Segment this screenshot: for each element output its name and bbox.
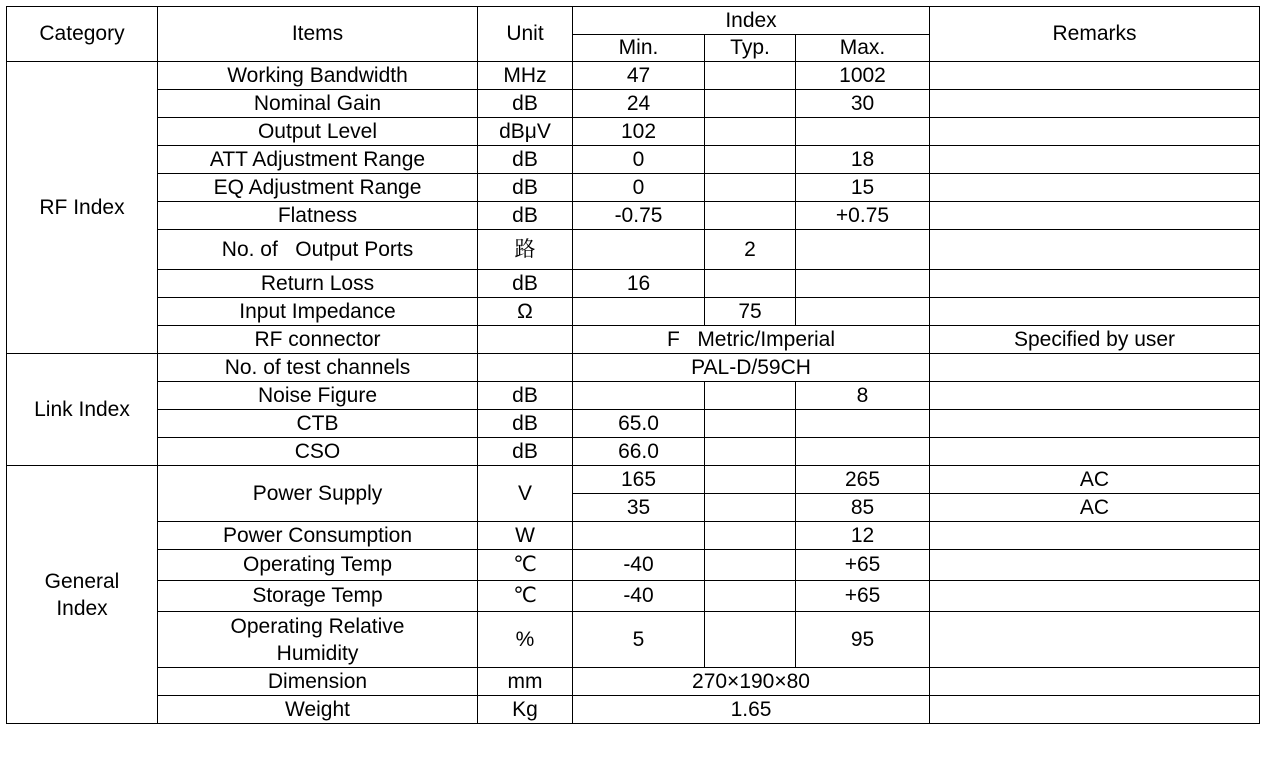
max-cell: 8 xyxy=(796,382,930,410)
item-cell: Input Impedance xyxy=(158,298,478,326)
remarks-cell xyxy=(930,354,1260,382)
min-cell: 5 xyxy=(573,612,705,668)
index-merged-cell: F Metric/Imperial xyxy=(573,326,930,354)
max-cell: 95 xyxy=(796,612,930,668)
category-general: General Index xyxy=(7,466,158,724)
remarks-cell xyxy=(930,146,1260,174)
table-row xyxy=(7,146,1260,174)
typ-cell xyxy=(705,550,796,581)
unit-cell: W xyxy=(478,522,573,550)
item-cell: ATT Adjustment Range xyxy=(158,146,478,174)
remarks-cell: Specified by user xyxy=(930,326,1260,354)
remarks-cell xyxy=(930,522,1260,550)
remarks-cell xyxy=(930,174,1260,202)
unit-cell: dB xyxy=(478,382,573,410)
remarks-cell xyxy=(930,270,1260,298)
header-items: Items xyxy=(158,7,478,62)
typ-cell xyxy=(705,612,796,668)
item-cell: Storage Temp xyxy=(158,581,478,612)
unit-cell: dB xyxy=(478,90,573,118)
table-row xyxy=(7,438,1260,466)
item-cell: Output Level xyxy=(158,118,478,146)
typ-cell xyxy=(705,494,796,522)
remarks-cell xyxy=(930,118,1260,146)
min-cell: 16 xyxy=(573,270,705,298)
remarks-cell xyxy=(930,230,1260,270)
remarks-cell xyxy=(930,90,1260,118)
table-row xyxy=(7,326,1260,354)
remarks-cell xyxy=(930,298,1260,326)
header-remarks: Remarks xyxy=(930,7,1260,62)
item-cell: EQ Adjustment Range xyxy=(158,174,478,202)
typ-cell xyxy=(705,438,796,466)
max-cell xyxy=(796,230,930,270)
unit-cell: % xyxy=(478,612,573,668)
remarks-cell xyxy=(930,696,1260,724)
typ-cell: 75 xyxy=(705,298,796,326)
min-cell: 0 xyxy=(573,146,705,174)
table-row xyxy=(7,90,1260,118)
min-cell: 47 xyxy=(573,62,705,90)
index-merged-cell: 270×190×80 xyxy=(573,668,930,696)
max-cell xyxy=(796,410,930,438)
typ-cell xyxy=(705,90,796,118)
min-cell: 102 xyxy=(573,118,705,146)
table-row xyxy=(7,174,1260,202)
max-cell xyxy=(796,270,930,298)
min-cell: 0 xyxy=(573,174,705,202)
header-typ: Typ. xyxy=(705,35,796,62)
table-row xyxy=(7,202,1260,230)
min-cell: 165 xyxy=(573,466,705,494)
max-cell: 85 xyxy=(796,494,930,522)
item-cell: CSO xyxy=(158,438,478,466)
min-cell: -40 xyxy=(573,550,705,581)
item-cell: Power Consumption xyxy=(158,522,478,550)
table-row xyxy=(7,382,1260,410)
header-row xyxy=(7,7,1260,35)
min-cell: 65.0 xyxy=(573,410,705,438)
unit-cell: ℃ xyxy=(478,550,573,581)
item-cell: Noise Figure xyxy=(158,382,478,410)
item-cell: Return Loss xyxy=(158,270,478,298)
min-cell: 35 xyxy=(573,494,705,522)
unit-cell xyxy=(478,326,573,354)
typ-cell xyxy=(705,118,796,146)
remarks-cell xyxy=(930,550,1260,581)
table-row xyxy=(7,62,1260,90)
typ-cell: 2 xyxy=(705,230,796,270)
unit-cell: dB xyxy=(478,174,573,202)
max-cell: 1002 xyxy=(796,62,930,90)
table-row xyxy=(7,612,1260,668)
min-cell xyxy=(573,230,705,270)
table-row xyxy=(7,230,1260,270)
max-cell: +65 xyxy=(796,581,930,612)
typ-cell xyxy=(705,382,796,410)
max-cell: +65 xyxy=(796,550,930,581)
max-cell xyxy=(796,298,930,326)
remarks-cell xyxy=(930,438,1260,466)
unit-cell: V xyxy=(478,466,573,522)
item-cell: Operating Temp xyxy=(158,550,478,581)
min-cell xyxy=(573,522,705,550)
unit-cell: Kg xyxy=(478,696,573,724)
max-cell: 12 xyxy=(796,522,930,550)
table-row xyxy=(7,696,1260,724)
item-cell: CTB xyxy=(158,410,478,438)
unit-cell: MHz xyxy=(478,62,573,90)
item-cell: RF connector xyxy=(158,326,478,354)
item-cell: Power Supply xyxy=(158,466,478,522)
index-merged-cell: 1.65 xyxy=(573,696,930,724)
item-cell: Dimension xyxy=(158,668,478,696)
min-cell: -40 xyxy=(573,581,705,612)
min-cell xyxy=(573,382,705,410)
item-cell: Nominal Gain xyxy=(158,90,478,118)
max-cell: 18 xyxy=(796,146,930,174)
typ-cell xyxy=(705,174,796,202)
typ-cell xyxy=(705,62,796,90)
min-cell xyxy=(573,298,705,326)
table-row xyxy=(7,581,1260,612)
item-cell: Operating Relative Humidity xyxy=(158,612,478,668)
typ-cell xyxy=(705,466,796,494)
header-min: Min. xyxy=(573,35,705,62)
remarks-cell xyxy=(930,62,1260,90)
remarks-cell xyxy=(930,612,1260,668)
header-index: Index xyxy=(573,7,930,35)
item-cell: No. of Output Ports xyxy=(158,230,478,270)
remarks-cell xyxy=(930,202,1260,230)
unit-cell: 路 xyxy=(478,230,573,270)
header-max: Max. xyxy=(796,35,930,62)
max-cell: 30 xyxy=(796,90,930,118)
max-cell: 265 xyxy=(796,466,930,494)
item-cell: Flatness xyxy=(158,202,478,230)
remarks-cell: AC xyxy=(930,466,1260,494)
unit-cell: dB xyxy=(478,146,573,174)
unit-cell: mm xyxy=(478,668,573,696)
table-row xyxy=(7,354,1260,382)
table-row xyxy=(7,550,1260,581)
header-category: Category xyxy=(7,7,158,62)
item-cell: No. of test channels xyxy=(158,354,478,382)
category-link: Link Index xyxy=(7,354,158,466)
table-row xyxy=(7,270,1260,298)
remarks-cell xyxy=(930,410,1260,438)
typ-cell xyxy=(705,146,796,174)
max-cell xyxy=(796,438,930,466)
typ-cell xyxy=(705,202,796,230)
table-row xyxy=(7,668,1260,696)
table-row xyxy=(7,298,1260,326)
spec-table xyxy=(6,6,1260,724)
typ-cell xyxy=(705,270,796,298)
max-cell xyxy=(796,118,930,146)
max-cell: 15 xyxy=(796,174,930,202)
unit-cell: dB xyxy=(478,202,573,230)
remarks-cell xyxy=(930,581,1260,612)
unit-cell: dB xyxy=(478,270,573,298)
remarks-cell xyxy=(930,668,1260,696)
header-unit: Unit xyxy=(478,7,573,62)
min-cell: 66.0 xyxy=(573,438,705,466)
unit-cell: Ω xyxy=(478,298,573,326)
category-rf: RF Index xyxy=(7,62,158,354)
remarks-cell xyxy=(930,382,1260,410)
min-cell: 24 xyxy=(573,90,705,118)
unit-cell xyxy=(478,354,573,382)
unit-cell: dB xyxy=(478,410,573,438)
typ-cell xyxy=(705,410,796,438)
item-cell: Weight xyxy=(158,696,478,724)
table-row xyxy=(7,466,1260,494)
table-row xyxy=(7,522,1260,550)
item-cell: Working Bandwidth xyxy=(158,62,478,90)
typ-cell xyxy=(705,522,796,550)
remarks-cell: AC xyxy=(930,494,1260,522)
unit-cell: dBμV xyxy=(478,118,573,146)
unit-cell: dB xyxy=(478,438,573,466)
typ-cell xyxy=(705,581,796,612)
unit-cell: ℃ xyxy=(478,581,573,612)
table-row xyxy=(7,410,1260,438)
max-cell: +0.75 xyxy=(796,202,930,230)
min-cell: -0.75 xyxy=(573,202,705,230)
index-merged-cell: PAL-D/59CH xyxy=(573,354,930,382)
table-row xyxy=(7,118,1260,146)
